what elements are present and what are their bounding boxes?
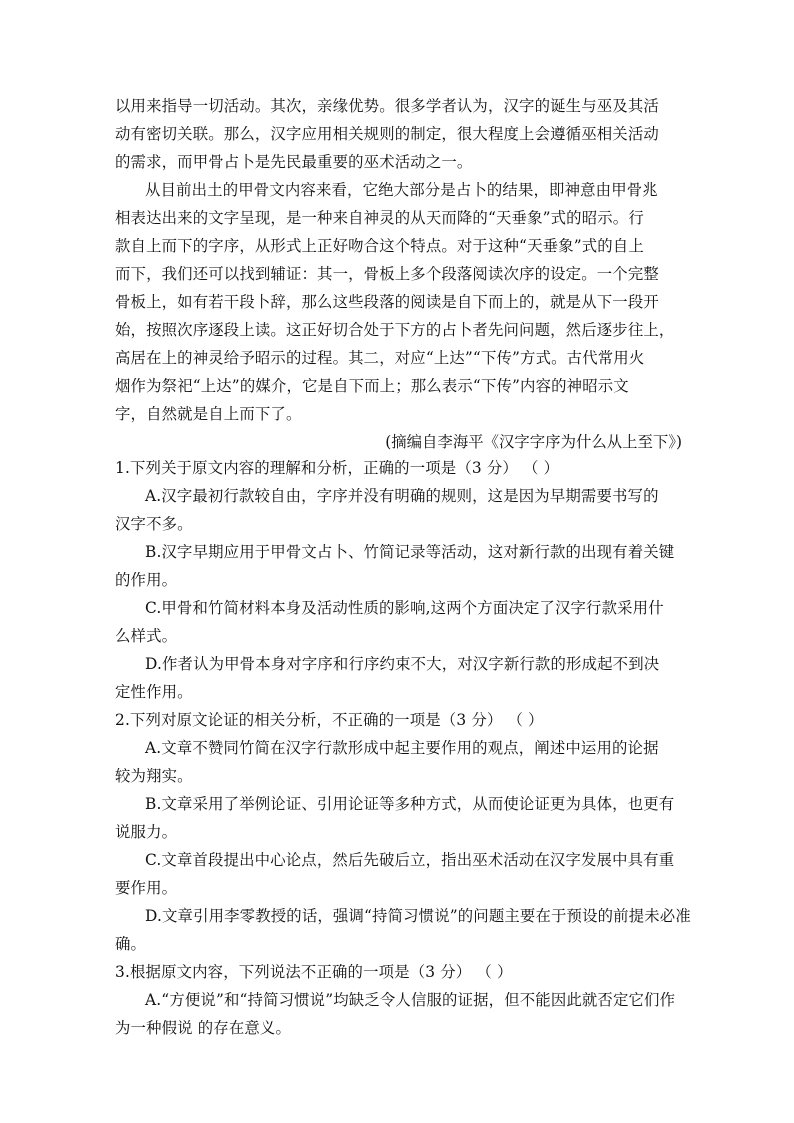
passage-line: 动有密切关联。那么，汉字应用相关规则的制定，很大程度上会遵循巫相关活动 <box>115 125 659 143</box>
passage-line: 相表达出来的文字呈现，是一种来自神灵的从天而降的“天垂象”式的昭示。行 <box>115 209 644 227</box>
option-line: A.汉字最初行款较自由，字序并没有明确的规则，这是因为早期需要书写的 <box>145 487 659 505</box>
passage-line: 烟作为祭祀“上达”的媒介，它是自下而上；那么表示“下传”内容的神昭示文 <box>115 377 629 395</box>
option-line: 确。 <box>115 935 147 953</box>
option-line: C.文章首段提出中心论点，然后先破后立，指出巫术活动在汉字发展中具有重 <box>145 851 675 869</box>
passage-line: 从目前出土的甲骨文内容来看，它绝大部分是占卜的结果，即神意由甲骨兆 <box>145 181 658 199</box>
option-line: A.“方便说”和“持简习惯说”均缺乏令人信服的证据，但不能因此就否定它们作 <box>145 991 676 1009</box>
option-line: A.文章不赞同竹简在汉字行款形成中起主要作用的观点，阐述中运用的论据 <box>145 739 659 757</box>
source-citation: (摘编自李海平《汉字字序为什么从上至下》) <box>385 433 682 451</box>
option-line: B.文章采用了举例论证、引用论证等多种方式，从而使论证更为具体，也更有 <box>145 795 675 813</box>
option-line: B.汉字早期应用于甲骨文占卜、竹简记录等活动，这对新行款的出现有着关键 <box>145 543 675 561</box>
passage-line: 的需求，而甲骨占卜是先民最重要的巫术活动之一。 <box>115 153 473 171</box>
question-stem: 2.下列对原文论证的相关分析，不正确的一项是（3 分） （ ） <box>115 711 544 729</box>
option-line: 说服力。 <box>115 823 178 841</box>
passage-line: 字，自然就是自上而下了。 <box>115 405 302 423</box>
option-line: D.作者认为甲骨本身对字序和行序约束不大，对汉字新行款的形成起不到决 <box>145 655 660 673</box>
option-line: C.甲骨和竹简材料本身及活动性质的影响,这两个方面决定了汉字行款采用什 <box>145 599 664 617</box>
passage-line: 始，按照次序逐段上读。这正好切合处于下方的占卜者先问问题，然后逐步往上， <box>115 321 675 339</box>
option-line: 定性作用。 <box>115 683 193 701</box>
passage-line: 款自上而下的字序，从形式上正好吻合这个特点。对于这种“天垂象”式的自上 <box>115 237 644 255</box>
option-line: 较为翔实。 <box>115 767 193 785</box>
question-stem: 3.根据原文内容，下列说法不正确的一项是（3 分） （ ） <box>115 963 513 981</box>
question-stem: 1.下列关于原文内容的理解和分析，正确的一项是（3 分） （ ） <box>115 459 560 477</box>
passage-line: 骨板上，如有若干段卜辞，那么这些段落的阅读是自下而上的，就是从下一段开 <box>115 293 659 311</box>
option-line: 的作用。 <box>115 571 178 589</box>
option-line: 要作用。 <box>115 879 178 897</box>
option-line: 么样式。 <box>115 627 178 645</box>
option-line: D.文章引用李零教授的话，强调“持简习惯说”的问题主要在于预设的前提未必准 <box>145 907 691 925</box>
passage-line: 以用来指导一切活动。其次，亲缘优势。很多学者认为，汉字的诞生与巫及其活 <box>115 97 659 115</box>
option-line: 汉字不多。 <box>115 515 193 533</box>
option-line: 为一种假说 的存在意义。 <box>115 1019 291 1037</box>
passage-line: 高居在上的神灵给予昭示的过程。其二，对应“上达”“下传”方式。古代常用火 <box>115 349 645 367</box>
passage-line: 而下，我们还可以找到辅证：其一，骨板上多个段落阅读次序的设定。一个完整 <box>115 265 659 283</box>
